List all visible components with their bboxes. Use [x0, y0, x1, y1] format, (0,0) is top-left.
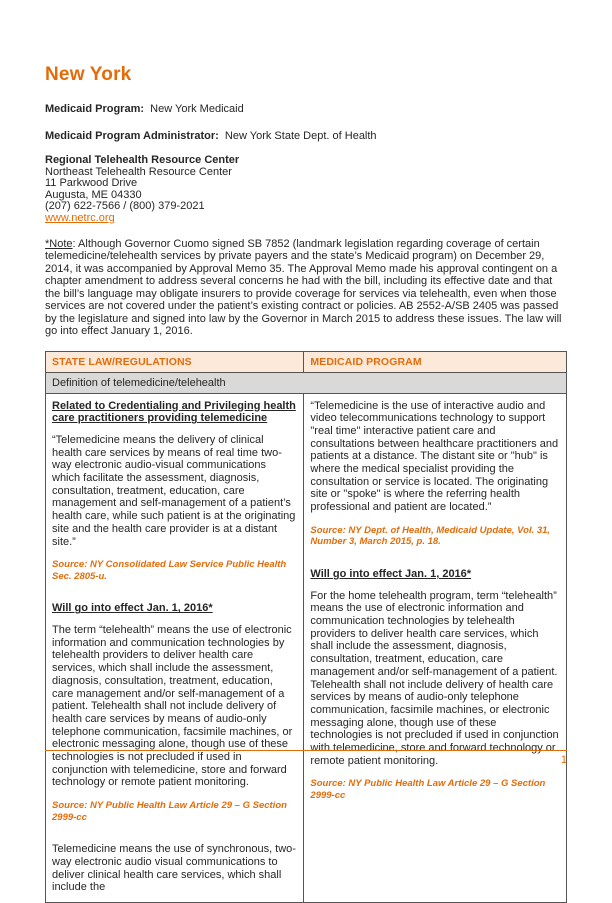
medicaid-administrator-label: Medicaid Program Administrator:	[45, 130, 219, 142]
column-header-medicaid-program: MEDICAID PROGRAM	[304, 351, 567, 372]
page-title: New York	[45, 64, 132, 85]
page-footer	[45, 750, 567, 766]
resource-center-heading: Regional Telehealth Resource Center	[45, 154, 240, 166]
table-body-row	[46, 393, 567, 902]
state-law-paragraph-telemedicine: “Telemedicine means the delivery of clinical health care services by means of real time two-way electronic audio-visual communications which facilitate the assessment, diagnosis, consultation, treatment, education, care management and self-management of a patient’s health care, while such patient is at the originating site and the health care provider is at a distant site.”	[52, 433, 296, 548]
note-paragraph	[45, 238, 567, 338]
column-header-state-law: STATE LAW/REGULATIONS	[46, 351, 304, 372]
state-law-cell	[46, 393, 304, 902]
medicaid-source-2999cc: Source: NY Public Health Law Article 29 – G Section 2999-cc	[310, 778, 546, 801]
medicaid-program-line	[45, 103, 567, 115]
state-law-heading-credentialing: Related to Credentialing and Privileging health care practitioners providing telemedicine	[52, 399, 296, 425]
resource-center-city: Augusta, ME 04330	[45, 188, 142, 201]
resource-center-address: 11 Parkwood Drive	[45, 177, 138, 190]
state-law-paragraph-telehealth: The term “telehealth” means the use of electronic information and communication technologies by telehealth providers to deliver health care services, which shall include the assessment, diagnosis, consultation, treatment, education, care management and/or self-management of a patient. Telehealth shall not include delivery of health care services by means of audio-only telephone communication, facsimile machines, or electronic messaging alone, though use of these technologies is not precluded if used in conjunction with telemedicine, store and forward technology or remote patient monitoring.	[52, 624, 293, 789]
page-number: 1	[560, 754, 567, 766]
medicaid-source-update: Source: NY Dept. of Health, Medicaid Update, Vol. 31, Number 3, March 2015, p. 18.	[310, 524, 551, 548]
medicaid-paragraph-telehealth: For the home telehealth program, term “telehealth” means the use of electronic information and communication technologies by telehealth providers to deliver health care services, which shall include the assessment, diagnosis, consultation, treatment, education, care management and/or self-management of a patient. Telehealth shall not include delivery of health care services by means of audio-only telephone communication, facsimile machines, or electronic messaging alone, though use of these technologies is not precluded if used in conjunction with telemedicine, store and forward technology or remote patient monitoring.	[310, 589, 559, 767]
medicaid-program-value: New York Medicaid	[144, 103, 244, 115]
law-comparison-table	[45, 351, 567, 903]
state-law-source-2999cc: Source: NY Public Health Law Article 29 – G Section 2999-cc	[52, 800, 287, 823]
table-header-row	[46, 351, 567, 372]
resource-center-name: Northeast Telehealth Resource Center	[45, 165, 232, 178]
medicaid-program-cell	[304, 393, 567, 902]
state-law-heading-effect-date: Will go into effect Jan. 1, 2016*	[52, 602, 213, 615]
resource-center-website-link[interactable]: www.netrc.org	[45, 211, 115, 224]
note-text: : Although Governor Cuomo signed SB 7852 (landmark legislation regarding coverage of certain telemedicine/telehealth services by private payers and the state’s Medicaid program) on December 29, 2014, it was accompanied by Approval Memo 35. The Approval Memo made his approval contingent on a chapter amendment to address several concerns he had with the bill, including its effective date and that the bill’s language may obligate insurers to provide coverage for services via telehealth, even when those services are not covered under the patient’s existing contract or policies. AB 2552-A/SB 2405 was passed by the legislature and signed into law by the Governor in March 2015 to address these issues. The law will go into effect January 1, 2016.	[45, 237, 562, 338]
resource-center-block	[45, 155, 567, 225]
state-law-source-2805u: Source: NY Consolidated Law Service Public Health Sec. 2805-u.	[52, 559, 287, 582]
medicaid-paragraph-telemedicine: “Telemedicine is the use of interactive audio and video telecommunications technology to support "real time" interactive patient care and consultations between healthcare practitioners and patients at a distance. The distant site or "hub" is where the medical specialist providing the consultation or service is located. The originating site or "spoke" is where the referring health professional and patient are located.”	[310, 399, 559, 514]
resource-center-phone: (207) 622-7566 / (800) 379-2021	[45, 200, 205, 213]
medicaid-administrator-value: New York State Dept. of Health	[218, 130, 377, 142]
section-row-definition: Definition of telemedicine/telehealth	[46, 372, 567, 393]
state-law-paragraph-synchronous: Telemedicine means the use of synchronous, two-way electronic audio visual communications to deliver clinical health care services, which shall include the	[52, 843, 296, 894]
table-section-row	[46, 372, 567, 393]
medicaid-program-label: Medicaid Program:	[45, 103, 145, 115]
medicaid-heading-effect-date: Will go into effect Jan. 1, 2016*	[310, 567, 472, 580]
medicaid-administrator-line	[45, 130, 567, 142]
note-label: *Note	[45, 237, 73, 250]
